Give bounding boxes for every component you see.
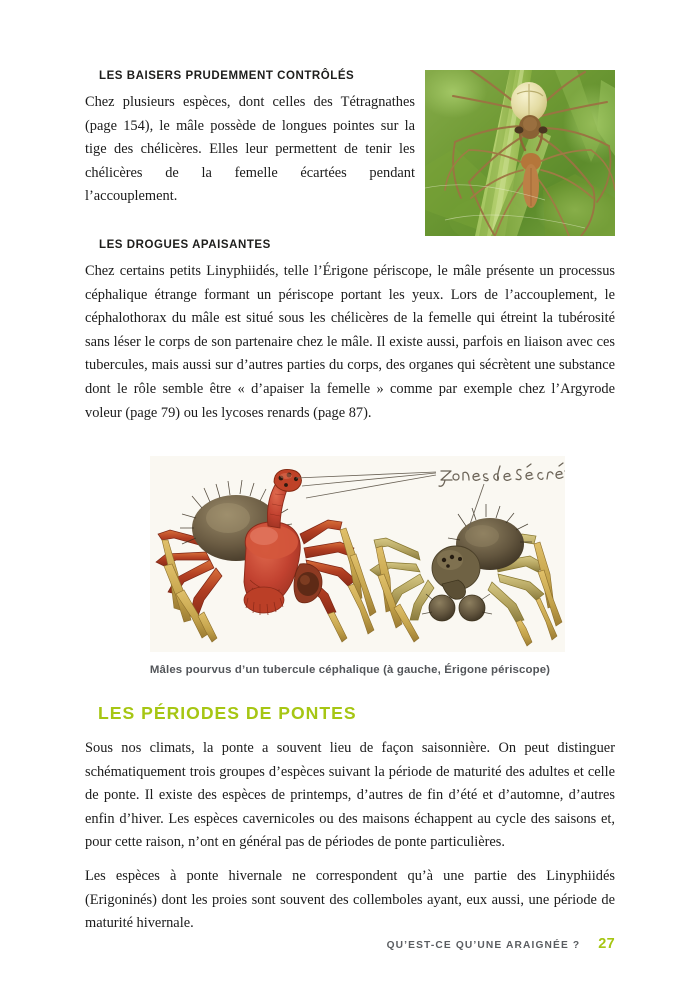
tetragnatha-mating-photo xyxy=(425,70,615,236)
page-footer xyxy=(85,936,615,952)
section-two xyxy=(85,239,615,425)
running-head: QU’EST-CE QU’UNE ARAIGNÉE ? xyxy=(386,940,581,951)
top-section xyxy=(85,70,615,425)
paragraph-baisers: Chez plusieurs espèces, dont celles des Tétragnathes (page 154), le mâle possède de longues pointes sur la tige des chélicères. Elles leur permettent de tenir les chélicères de la femelle écartées pendant l’accouplement. xyxy=(85,94,415,205)
page-number: 27 xyxy=(598,936,615,952)
paragraph-drogues: Chez certains petits Linyphiidés, telle l’Érigone périscope, le mâle présente un processus céphalique étrange formant un périscope portant les yeux. Lors de l’accouplement, le céphalothorax du mâle est situé sous les chélicères de la femelle qui étreint la tubérosité sans léser le corps de son partenaire chez le mâle. Il existe aussi, parfois en liaison avec ces tubercules, mais aussi sur d’autres parties du corps, des organes qui sécrètent une substance dont le rôle semble être « d’apaiser la femelle » comme par exemple chez l’Argyrode voleur (page 79) ou les lycoses renards (page 87). xyxy=(85,262,615,421)
section-heading-baisers: LES BAISERS PRUDEMMENT CONTRÔLÉS xyxy=(99,70,355,82)
section-one xyxy=(85,70,415,209)
figure-caption: Mâles pourvus d’un tubercule céphalique (à gauche, Érigone périscope) xyxy=(149,664,551,676)
paragraph-periodes-2: Les espèces à ponte hivernale ne correspondent qu’à une partie des Linyphiidés (Erigoninés) dont les proies sont souvent des collemboles ayant, eux aussi, une période de maturité hivernale. xyxy=(85,867,615,932)
green-section-heading: LES PÉRIODES DE PONTES xyxy=(98,703,357,723)
green-section-body xyxy=(85,737,615,936)
section-heading-drogues: LES DROGUES APAISANTES xyxy=(99,238,271,251)
paragraph-periodes-1: Sous nos climats, la ponte a souvent lieu de façon saisonnière. On peut distinguer schématiquement trois groupes d’espèces suivant la période de maturité des adultes et celle de ponte. Il existe des espèces de printemps, d’autres de fin d’été et d’automne, d’autres enfin d’hiver. Les espèces cavernicoles ou des maisons échappent au cycle des saisons et, pour cette raison, n’ont en général pas de périodes de ponte particulières. xyxy=(85,740,615,851)
spider-tubercle-illustration xyxy=(150,456,565,652)
